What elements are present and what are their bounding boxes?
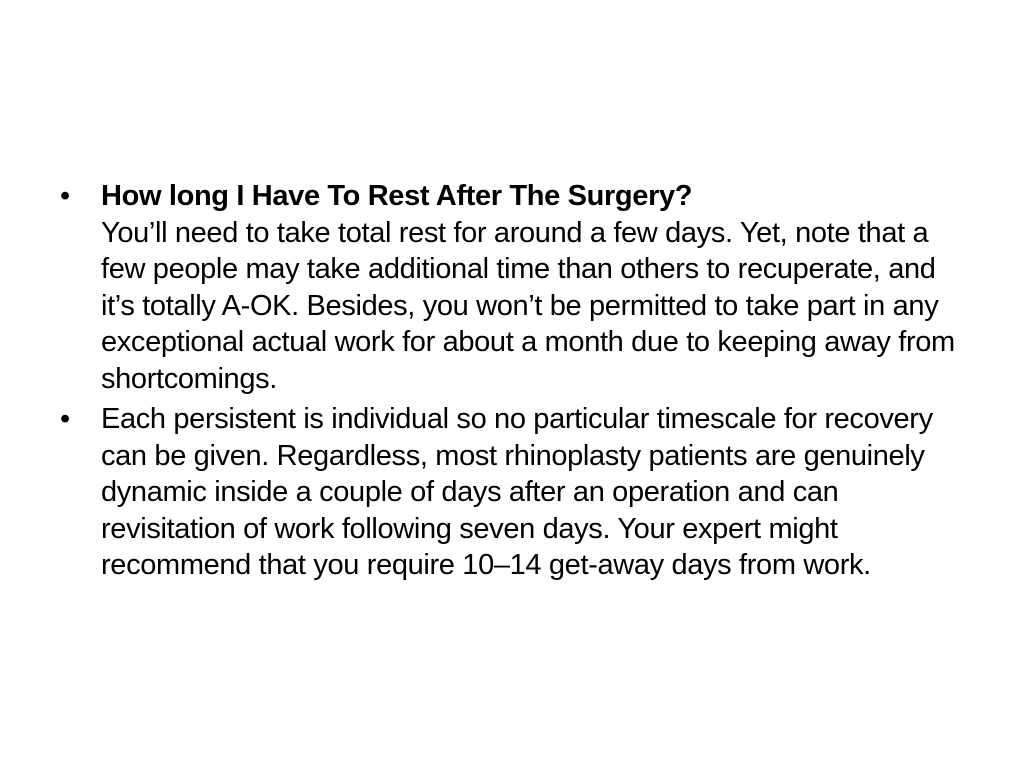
bullet-heading: How long I Have To Rest After The Surgery?: [101, 180, 693, 212]
bullet-item-recovery-timescale: [60, 401, 965, 584]
bullet-list: [60, 178, 965, 588]
bullet-text: Each persistent is individual so no particular timescale for recovery can be given. Regardless, most rhinoplasty patients are genuinely dynamic inside a couple of days after an operation and can revisitation of work following seven days. Your expert might recommend that you require 10–14 get-away days from work.: [101, 403, 933, 581]
bullet-dot-icon: •: [60, 403, 70, 435]
bullet-dot-icon: •: [60, 180, 70, 212]
bullet-text: You’ll need to take total rest for around a few days. Yet, note that a few people may take additional time than others to recuperate, and it’s totally A-OK. Besides, you won’t be permitted to take part in any exceptional actual work for about a month due to keeping away from shortcomings.: [101, 216, 955, 395]
bullet-item-recovery-rest: [60, 178, 965, 397]
